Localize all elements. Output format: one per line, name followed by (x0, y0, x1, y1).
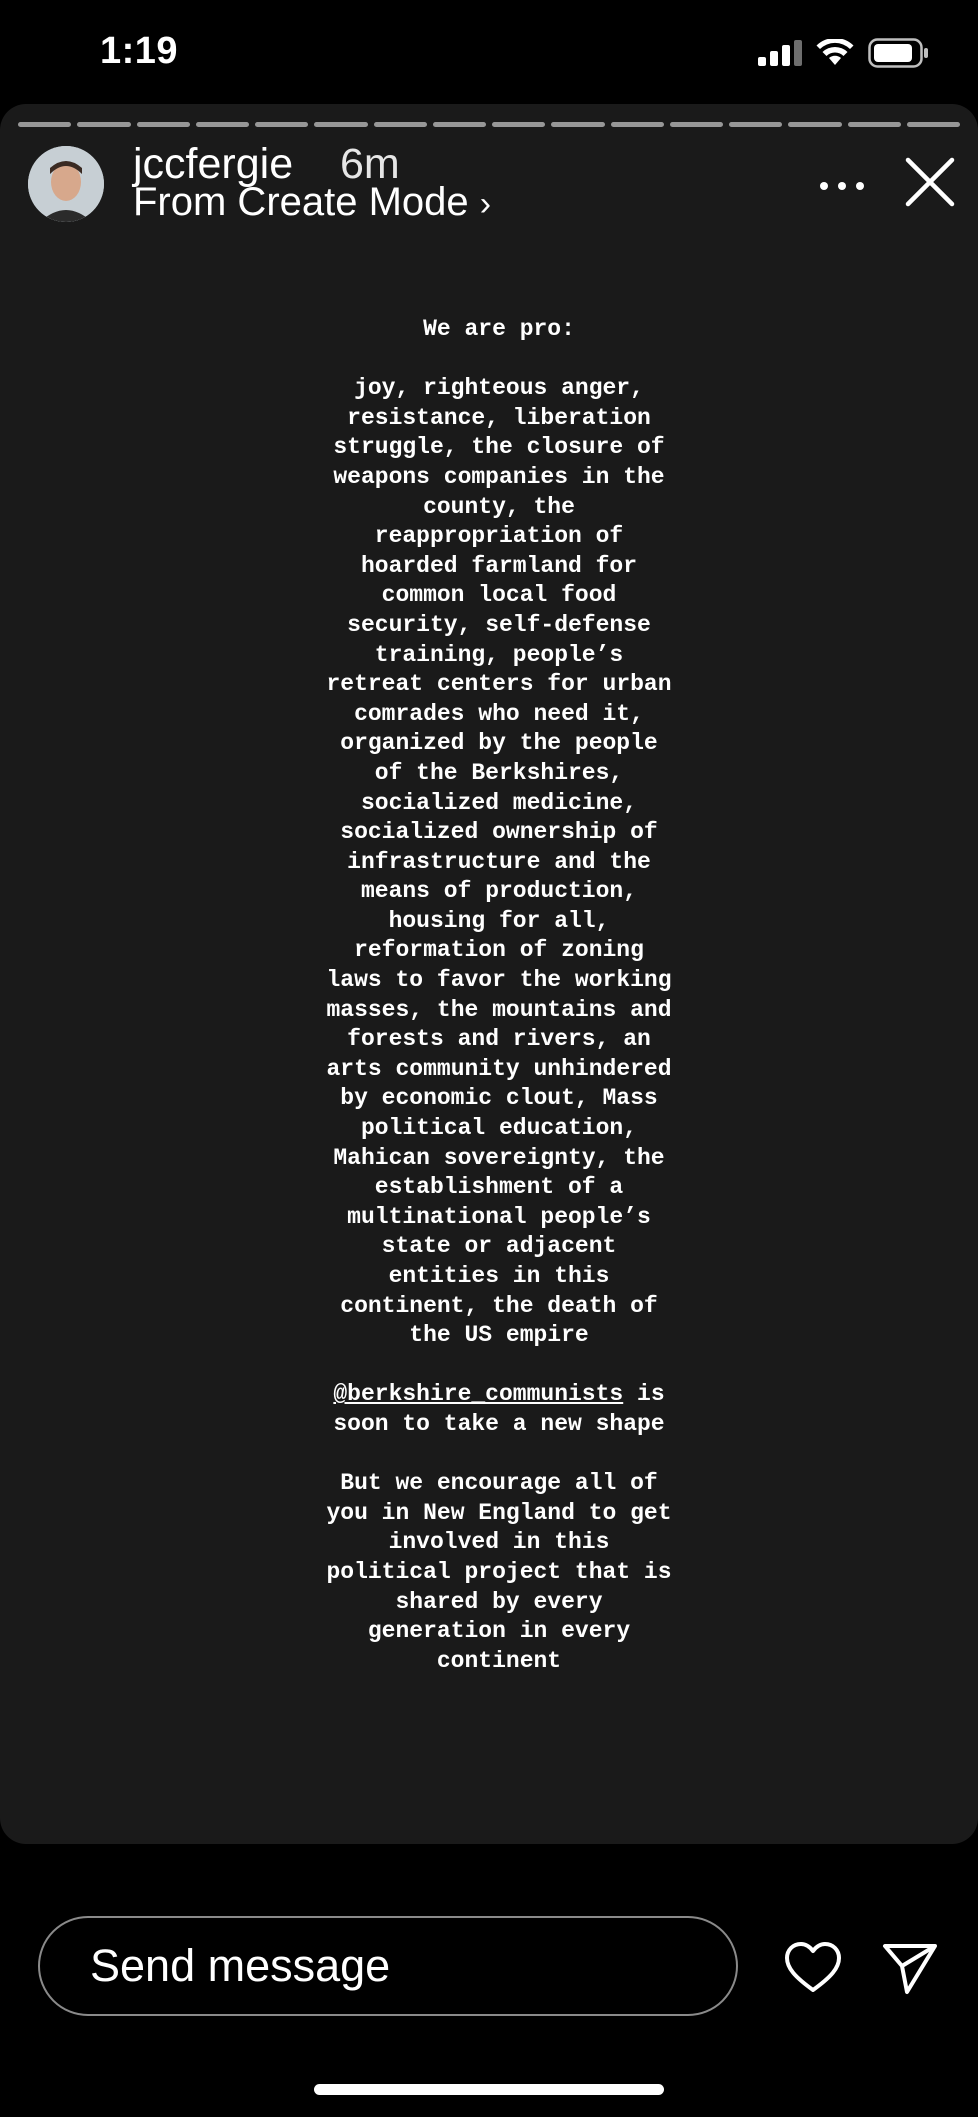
story-heading: We are pro: (423, 316, 575, 342)
close-icon[interactable] (902, 154, 958, 210)
create-mode-label: From Create Mode (133, 180, 469, 224)
send-message-input[interactable] (38, 1916, 738, 2016)
progress-segment (18, 122, 71, 127)
story-username[interactable]: jccfergie (133, 140, 294, 188)
story-time-ago: 6m (340, 140, 400, 188)
signal-icon (758, 40, 802, 66)
avatar[interactable] (28, 146, 104, 222)
progress-segment (255, 122, 308, 127)
progress-segment (433, 122, 486, 127)
more-options-icon[interactable] (812, 166, 872, 206)
progress-segment (374, 122, 427, 127)
story-text (249, 315, 749, 1676)
create-mode-link[interactable] (133, 180, 491, 225)
story-paragraph-1: joy, righteous anger, resistance, liberation struggle, the closure of weapons companies in the county, the reappropriation of hoarded farmland for common local food security, self-defense training, people’s retreat centers for urban comrades who need it, organized by the people of the Berkshires, socialized medicine, socialized ownership of infrastructure and the means of production, housing for all, reformation of zoning laws to favor the working masses, the mountains and forests and rivers, an arts community unhindered by economic clout, Mass political education, Mahican sovereignty, the establishment of a multinational people’s state or adjacent entities in this continent, the death of the US empire (326, 375, 672, 1349)
progress-segment (848, 122, 901, 127)
status-time: 1:19 (100, 30, 179, 72)
story-paragraph-3: But we encourage all of you in New England to get involved in this political project that is shared by every generation in every continent (326, 1470, 672, 1674)
progress-segment (137, 122, 190, 127)
progress-segment (788, 122, 841, 127)
progress-segment (196, 122, 249, 127)
progress-segment (729, 122, 782, 127)
progress-segment (611, 122, 664, 127)
progress-segment (492, 122, 545, 127)
progress-segment (907, 122, 960, 127)
status-bar (0, 0, 978, 104)
progress-segment (314, 122, 367, 127)
battery-icon (868, 38, 930, 68)
status-icons (758, 38, 930, 68)
story-card[interactable] (0, 104, 978, 1844)
send-icon[interactable] (880, 1940, 940, 1996)
home-indicator[interactable] (314, 2084, 664, 2095)
avatar-photo (28, 146, 104, 222)
send-message-placeholder: Send message (90, 1940, 391, 1991)
mention-link[interactable]: @berkshire_communists (333, 1381, 624, 1408)
progress-segment (77, 122, 130, 127)
progress-segment (670, 122, 723, 127)
heart-icon[interactable] (783, 1940, 843, 1996)
story-paragraph-2: is soon to take a new shape (333, 1381, 665, 1437)
progress-segment (551, 122, 604, 127)
story-progress-bar (18, 122, 960, 128)
wifi-icon (816, 39, 854, 67)
chevron-right-icon: › (479, 185, 492, 223)
